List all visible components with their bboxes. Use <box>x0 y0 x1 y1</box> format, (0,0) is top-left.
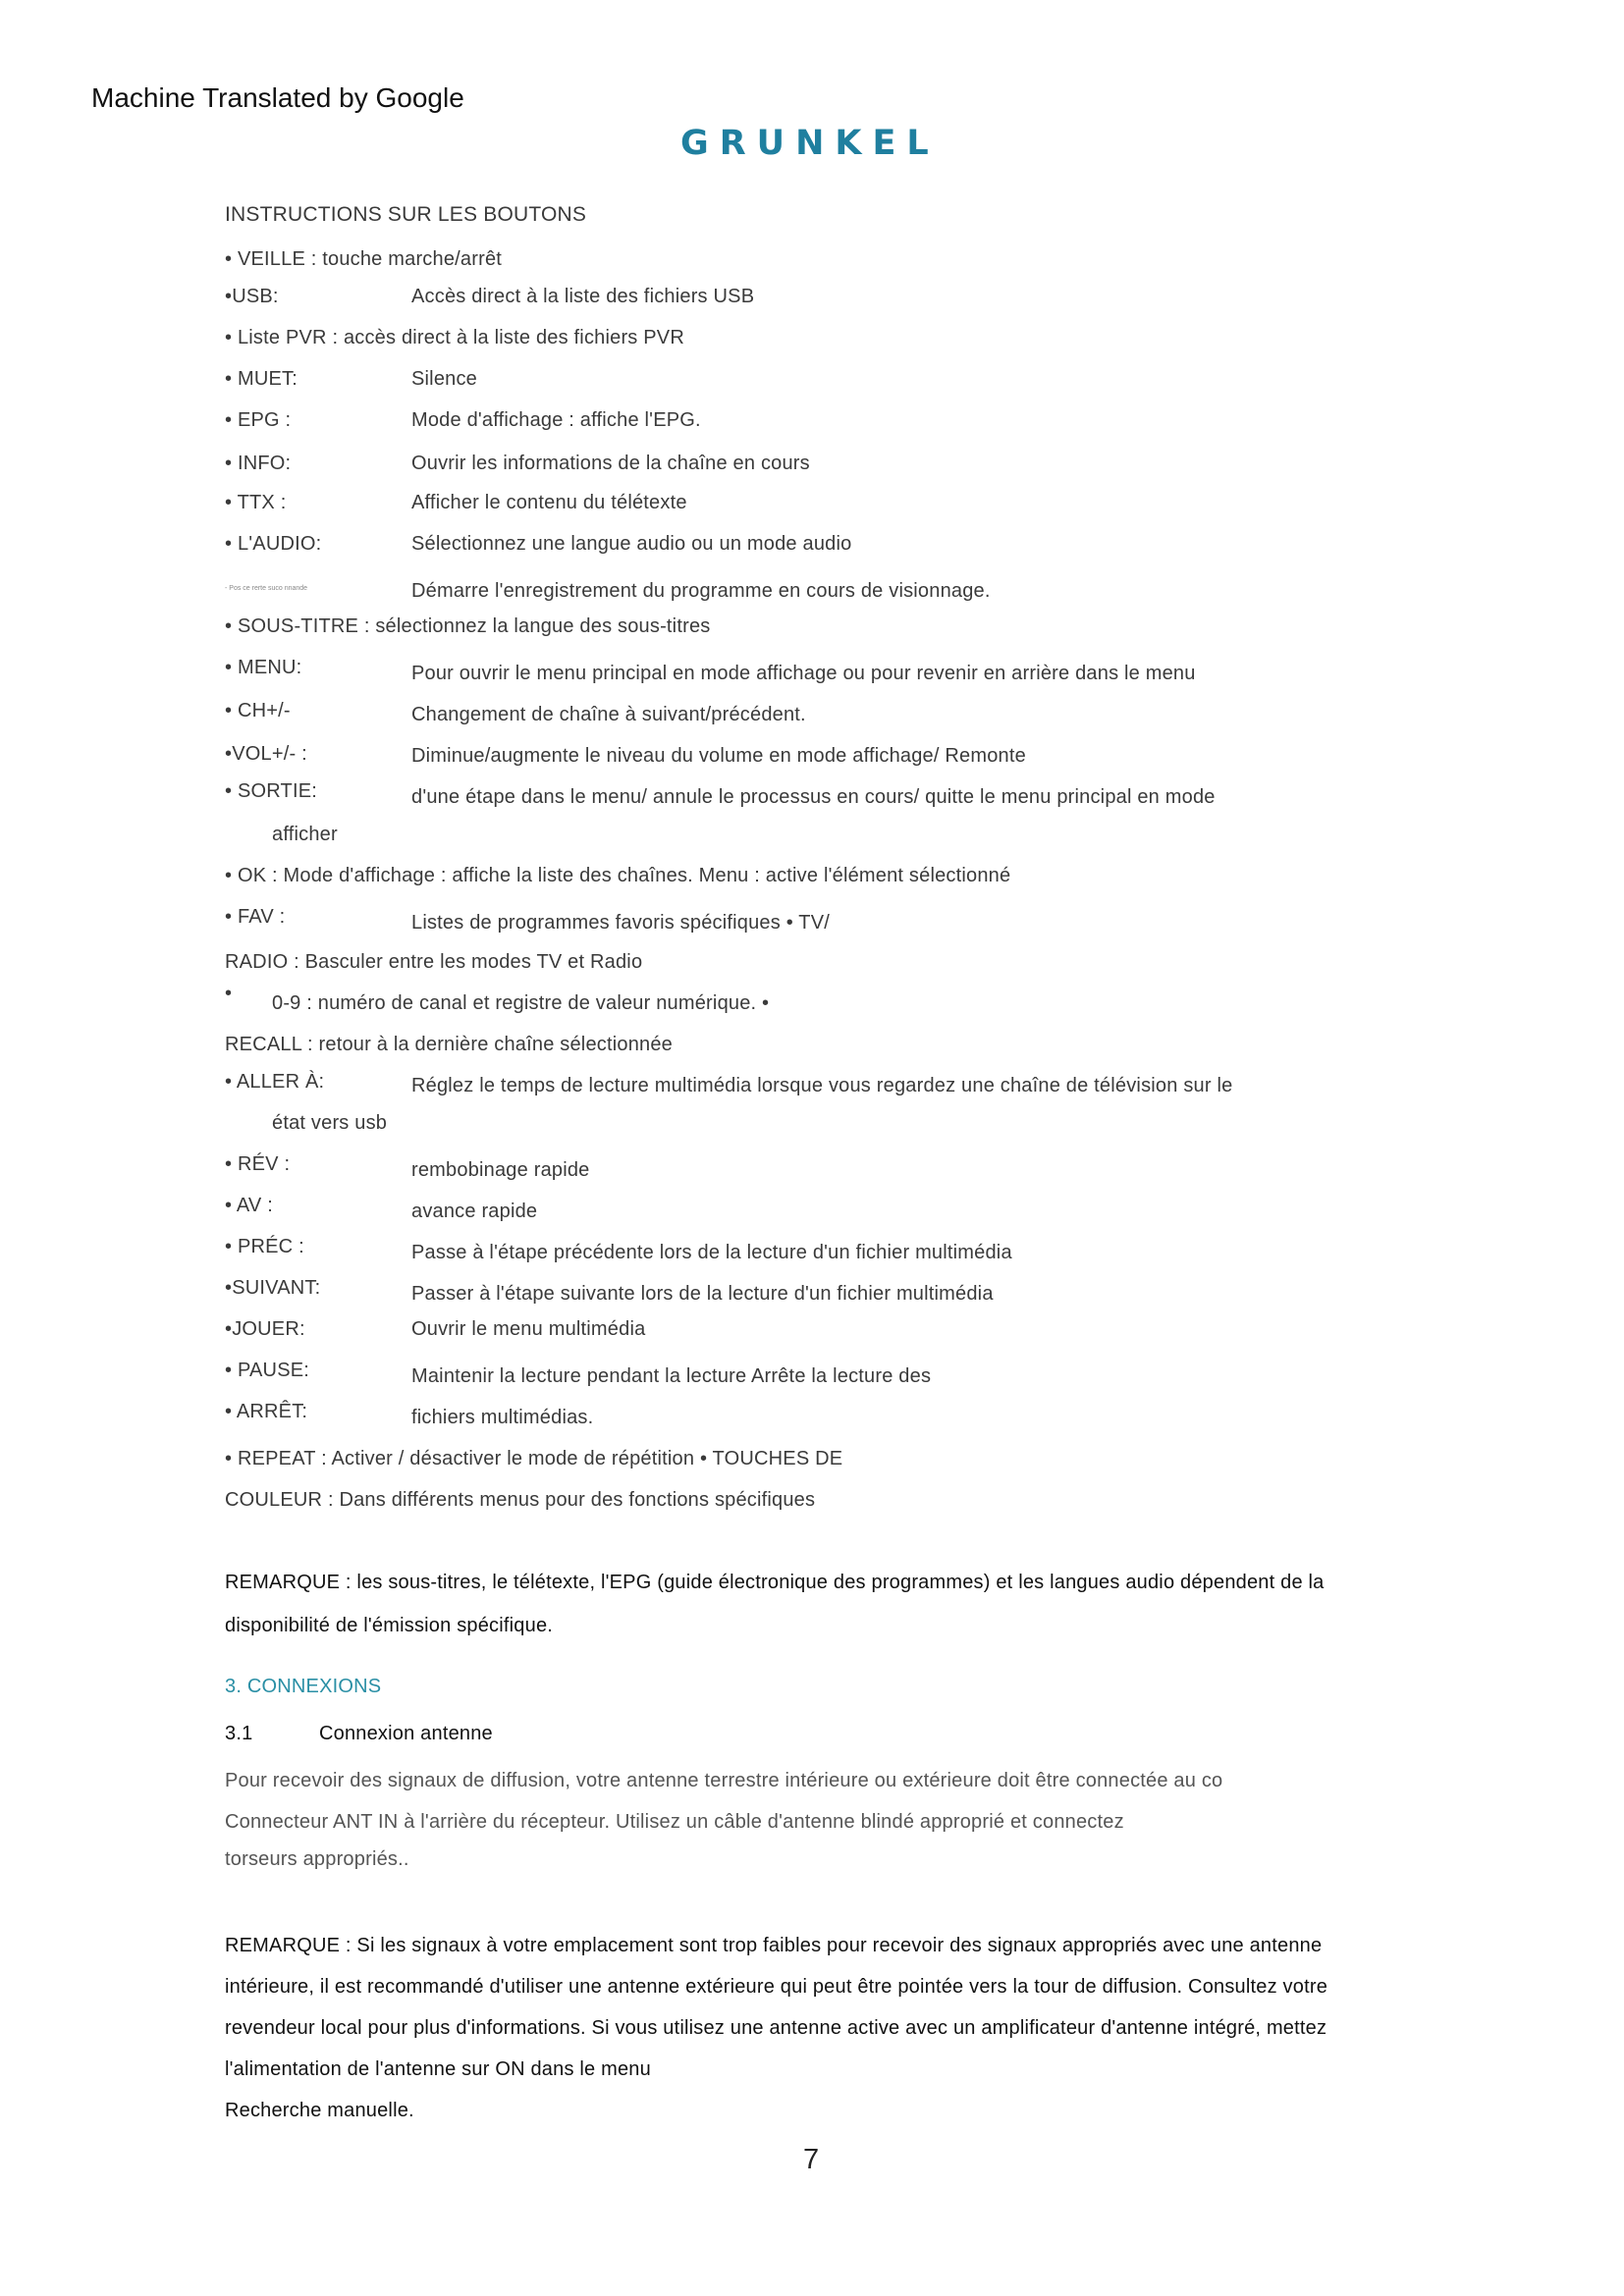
desc-epg: Mode d'affichage : affiche l'EPG. <box>411 409 701 431</box>
key-arret: • ARRÊT: <box>225 1401 308 1422</box>
desc-vol: Diminue/augmente le niveau du volume en mode affichage/ Remonte <box>411 745 1026 767</box>
desc-info: Ouvrir les informations de la chaîne en cours <box>411 453 810 474</box>
desc-rev: rembobinage rapide <box>411 1159 590 1181</box>
desc-audio: Sélectionnez une langue audio ou un mode audio <box>411 533 852 555</box>
note2-line2: intérieure, il est recommandé d'utiliser une antenne extérieure qui peut être pointée vers la tour de diffusion. Consultez votre <box>225 1976 1328 1998</box>
key-record-garbled: - Pos ce rerte suco nnande <box>225 585 308 592</box>
desc-av: avance rapide <box>411 1201 538 1222</box>
key-menu: • MENU: <box>225 657 302 678</box>
line-liste-pvr: • Liste PVR : accès direct à la liste des fichiers PVR <box>225 327 684 348</box>
desc-menu: Pour ouvrir le menu principal en mode affichage ou pour revenir en arrière dans le menu <box>411 663 1196 684</box>
note1-line1: REMARQUE : les sous-titres, le télétexte, l'EPG (guide électronique des programmes) et les langues audio dépendent de la <box>225 1572 1325 1593</box>
key-rev: • RÉV : <box>225 1153 291 1175</box>
desc-ch: Changement de chaîne à suivant/précédent. <box>411 704 806 725</box>
desc-fav: Listes de programmes favoris spécifiques • TV/ <box>411 912 831 934</box>
desc-record: Démarre l'enregistrement du programme en cours de visionnage. <box>411 580 991 602</box>
key-epg: • EPG : <box>225 409 292 431</box>
desc-aller-cont: état vers usb <box>272 1112 388 1134</box>
bullet-0-9: • <box>225 983 233 1004</box>
subsection-number: 3.1 <box>225 1723 253 1744</box>
desc-prec: Passe à l'étape précédente lors de la lecture d'un fichier multimédia <box>411 1242 1012 1263</box>
translation-note: Machine Translated by Google <box>91 82 464 113</box>
key-ch: • CH+/- <box>225 700 291 721</box>
antenna-paragraph-line1: Pour recevoir des signaux de diffusion, votre antenne terrestre intérieure ou extérieure doit être connectée au co <box>225 1770 1223 1791</box>
key-av: • AV : <box>225 1195 273 1216</box>
desc-pause: Maintenir la lecture pendant la lecture Arrête la lecture des <box>411 1365 932 1387</box>
key-muet: • MUET: <box>225 368 298 390</box>
line-recall: RECALL : retour à la dernière chaîne sélectionnée <box>225 1034 673 1055</box>
key-suivant: •SUIVANT: <box>225 1277 321 1299</box>
desc-arret: fichiers multimédias. <box>411 1407 594 1428</box>
desc-ttx: Afficher le contenu du télétexte <box>411 492 687 513</box>
page-number: 7 <box>803 2144 820 2175</box>
key-ttx: • TTX : <box>225 492 287 513</box>
key-jouer: •JOUER: <box>225 1318 305 1340</box>
note2-line3: revendeur local pour plus d'informations. Si vous utilisez une antenne active avec un amplificateur d'antenne intégré, mettez <box>225 2017 1327 2039</box>
antenna-paragraph-line3: torseurs appropriés.. <box>225 1848 409 1870</box>
key-pause: • PAUSE: <box>225 1360 310 1381</box>
brand-logo: GRUNKEL <box>680 124 940 163</box>
key-aller: • ALLER À: <box>225 1071 325 1093</box>
note2-line5: Recherche manuelle. <box>225 2100 414 2121</box>
desc-sortie-cont: afficher <box>272 824 338 845</box>
line-radio: RADIO : Basculer entre les modes TV et Radio <box>225 951 643 973</box>
key-sortie: • SORTIE: <box>225 780 318 802</box>
subsection-title: Connexion antenne <box>319 1723 493 1744</box>
connexions-heading: 3. CONNEXIONS <box>225 1676 382 1697</box>
desc-muet: Silence <box>411 368 477 390</box>
line-repeat: • REPEAT : Activer / désactiver le mode de répétition • TOUCHES DE <box>225 1448 843 1469</box>
key-usb: •USB: <box>225 286 279 307</box>
key-fav: • FAV : <box>225 906 286 928</box>
note1-line2: disponibilité de l'émission spécifique. <box>225 1615 554 1636</box>
key-info: • INFO: <box>225 453 292 474</box>
key-vol: •VOL+/- : <box>225 743 307 765</box>
line-0-9: 0-9 : numéro de canal et registre de valeur numérique. • <box>272 992 770 1014</box>
key-audio: • L'AUDIO: <box>225 533 322 555</box>
note2-line1: REMARQUE : Si les signaux à votre emplacement sont trop faibles pour recevoir des signaux appropriés avec une antenne <box>225 1935 1323 1956</box>
desc-usb: Accès direct à la liste des fichiers USB <box>411 286 755 307</box>
note2-line4: l'alimentation de l'antenne sur ON dans le menu <box>225 2058 651 2080</box>
key-prec: • PRÉC : <box>225 1236 304 1257</box>
line-ok: • OK : Mode d'affichage : affiche la liste des chaînes. Menu : active l'élément sélectionné <box>225 865 1011 886</box>
section-title: INSTRUCTIONS SUR LES BOUTONS <box>225 203 587 226</box>
line-couleur: COULEUR : Dans différents menus pour des fonctions spécifiques <box>225 1489 816 1511</box>
desc-suivant: Passer à l'étape suivante lors de la lecture d'un fichier multimédia <box>411 1283 994 1305</box>
desc-aller: Réglez le temps de lecture multimédia lorsque vous regardez une chaîne de télévision sur le <box>411 1075 1233 1096</box>
line-sous-titre: • SOUS-TITRE : sélectionnez la langue des sous-titres <box>225 615 711 637</box>
desc-jouer: Ouvrir le menu multimédia <box>411 1318 646 1340</box>
desc-sortie: d'une étape dans le menu/ annule le processus en cours/ quitte le menu principal en mode <box>411 786 1216 808</box>
antenna-paragraph-line2: Connecteur ANT IN à l'arrière du récepteur. Utilisez un câble d'antenne blindé approprié et connectez <box>225 1811 1124 1833</box>
line-veille: • VEILLE : touche marche/arrêt <box>225 248 503 270</box>
